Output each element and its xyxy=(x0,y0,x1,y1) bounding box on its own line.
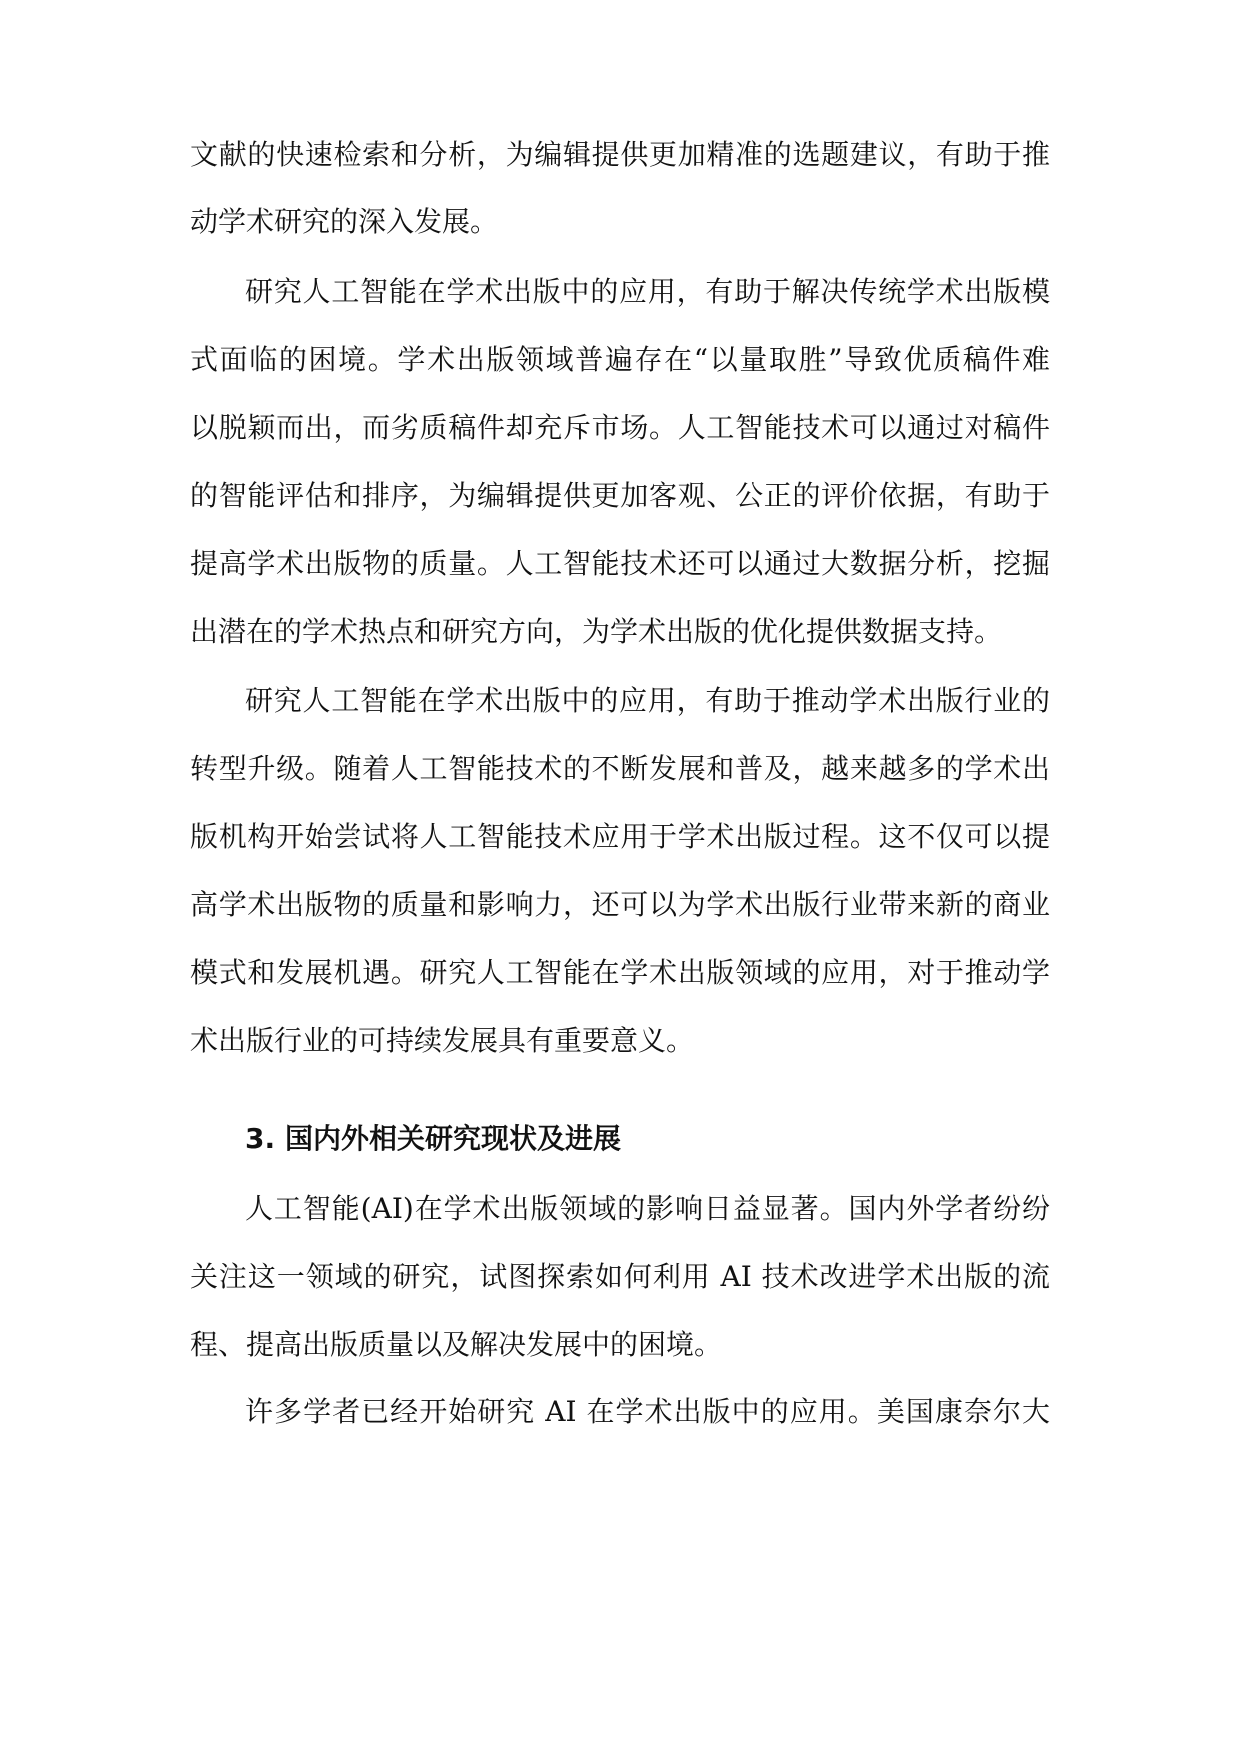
paragraph-3-line-2: 转型升级。随着人工智能技术的不断发展和普及，越来越多的学术出 xyxy=(190,752,1050,785)
paragraph-2-line-3: 以脱颖而出，而劣质稿件却充斥市场。人工智能技术可以通过对稿件 xyxy=(190,411,1050,444)
paragraph-2-line-5: 提高学术出版物的质量。人工智能技术还可以通过大数据分析，挖掘 xyxy=(190,547,1050,580)
paragraph-4-line-2: 关注这一领域的研究，试图探索如何利用 AI 技术改进学术出版的流 xyxy=(190,1260,1050,1293)
paragraph-3-line-3: 版机构开始尝试将人工智能技术应用于学术出版过程。这不仅可以提 xyxy=(190,820,1050,853)
paragraph-2-line-1: 研究人工智能在学术出版中的应用，有助于解决传统学术出版模 xyxy=(245,275,1050,308)
paragraph-4-line-3: 程、提高出版质量以及解决发展中的困境。 xyxy=(190,1328,723,1361)
section-title: 国内外相关研究现状及进展 xyxy=(285,1122,622,1155)
paragraph-3-line-5: 模式和发展机遇。研究人工智能在学术出版领域的应用，对于推动学 xyxy=(190,956,1050,989)
paragraph-3-line-6: 术出版行业的可持续发展具有重要意义。 xyxy=(190,1024,695,1057)
paragraph-2-line-2: 式面临的困境。学术出版领域普遍存在“以量取胜”导致优质稿件难 xyxy=(190,343,1050,376)
paragraph-4-line-1: 人工智能(AI)在学术出版领域的影响日益显著。国内外学者纷纷 xyxy=(245,1192,1050,1225)
paragraph-5-line-1: 许多学者已经开始研究 AI 在学术出版中的应用。美国康奈尔大 xyxy=(245,1395,1050,1428)
paragraph-3-line-1: 研究人工智能在学术出版中的应用，有助于推动学术出版行业的 xyxy=(245,684,1050,717)
section-heading xyxy=(245,1119,1050,1159)
paragraph-2-line-4: 的智能评估和排序，为编辑提供更加客观、公正的评价依据，有助于 xyxy=(190,479,1050,512)
paragraph-2-line-6: 出潜在的学术热点和研究方向，为学术出版的优化提供数据支持。 xyxy=(190,615,1003,648)
paragraph-1-line-1: 文献的快速检索和分析，为编辑提供更加精准的选题建议，有助于推 xyxy=(190,138,1050,171)
paragraph-3-line-4: 高学术出版物的质量和影响力，还可以为学术出版行业带来新的商业 xyxy=(190,888,1050,921)
section-number: 3. xyxy=(245,1122,276,1155)
paragraph-1-line-2: 动学术研究的深入发展。 xyxy=(190,205,499,238)
